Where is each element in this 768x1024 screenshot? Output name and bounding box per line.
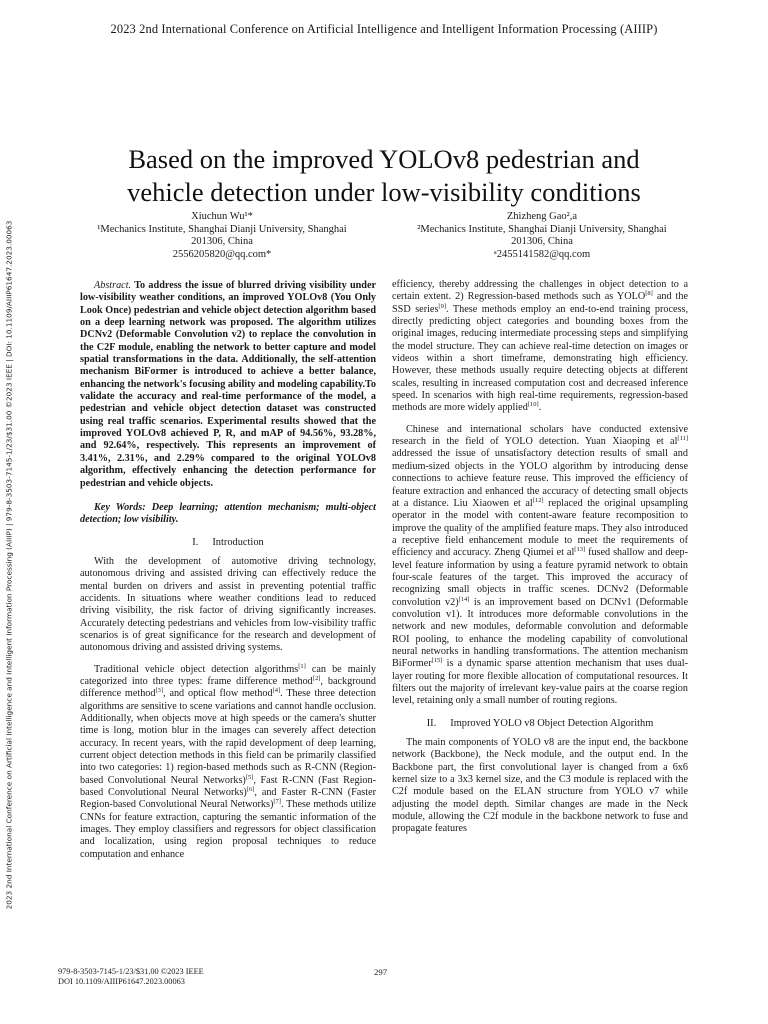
text-run: Chinese and international scholars have conducted extensive research in the field of YOLO detection. Yuan Xiaoping et al xyxy=(392,423,688,448)
citation-ref: [5] xyxy=(245,773,254,781)
text-run: , and Faster R-CNN (Faster Region-based Convolutional Neural Networks) xyxy=(80,787,377,811)
author-block-2 xyxy=(392,211,692,261)
section-number: II. xyxy=(426,717,437,729)
author-block-1 xyxy=(72,211,372,261)
text-run: . These three detection algorithms are sensitive to scene variations and cannot handle occlusion. Additionally, when objects move at high speeds or the camera's shutter time is long, motion blur in the images can severely affect detection accuracy. In recent years, with the rapid development of deep learning, current object detection methods in this field can be primarily classified into two categories: 1) region-based methods such as R-CNN (Region-based Convolutional Neural Networks) xyxy=(80,688,376,786)
text-run: . These methods employ an end-to-end training process, directly predicting object categories and bounding boxes from the original images, reducing intermediate processing steps and simplifying the model structure. They can achieve real-time detection on images or videos within a short timeframe, demonstrating high efficiency. However, these methods usually require detecting objects at different scales, resulting in increased computation cost and decreased inference speed. In scenarios with high real-time requirements, regression-based methods are more widely applied xyxy=(392,303,689,414)
citation-ref: [8] xyxy=(645,290,653,298)
section-title: Improved YOLO v8 Object Detection Algorithm xyxy=(450,717,654,729)
author-postal: 201306, China xyxy=(511,236,573,248)
citation-ref: [4] xyxy=(272,687,281,695)
author-name: Zhizheng Gao²,a xyxy=(506,211,578,222)
footer-isbn: 979-8-3503-7145-1/23/$31.00 ©2023 IEEE xyxy=(58,967,204,976)
author-affiliation: ²Mechanics Institute, Shanghai Dianji University, Shanghai xyxy=(417,223,667,235)
keywords xyxy=(80,502,376,527)
author-name: Xiuchun Wu¹* xyxy=(191,211,253,222)
text-run: efficiency, thereby addressing the challenges in object detection to a certain extent. 2) Regression-based methods such as YOLO xyxy=(392,279,688,303)
text-run: replaced the original upsampling operator in the model with content-aware feature recomposition to improve the quality of the amplified feature maps. They also introduced a receptive field enhancement module to meet the requirements of efficiency and accuracy. Zheng Qiumei et al xyxy=(392,497,688,559)
text-run: . xyxy=(538,402,542,414)
paper-title-line-2: vehicle detection under low-visibility conditions xyxy=(127,177,641,207)
text-run: is an improvement based on DCNv1 (Deformable convolution v1). It introduces more deformable convolutions in the network and new modules, deformable convolution and deformable ROI pooling, to enhance the modeling capability of convolutional neural networks in handling transformations. The attention mechanism BiFormer xyxy=(392,596,689,670)
text-run: and the SSD series xyxy=(392,291,688,315)
right-paragraph-2 xyxy=(392,424,688,708)
text-run: can be mainly categorized into three types: frame difference method xyxy=(80,663,377,687)
side-citation-strip xyxy=(2,150,16,980)
text-run: , background difference method xyxy=(80,675,376,700)
citation-ref: [12] xyxy=(532,496,544,504)
section-title: Introduction xyxy=(212,536,264,548)
section2-paragraph-1: The main components of YOLO v8 are the input end, the backbone network (Backbone), the Neck module, and the output end. In the Backbone part, the first convolutional layer is changed from a 6x6 kernel size to a 3x3 kernel size, and the C3 module is replaced with the C2f module based on the ELAN structure from YOLO v7 while adjusting the model depth. Similar changes are made in the Neck module, allowing the C2f module in the backbone network to fuse and propagate features xyxy=(392,737,688,835)
paper-title xyxy=(40,143,728,209)
intro-paragraph-1: With the development of automotive driving technology, autonomous driving and assisted driving can effectively reduce the mental burden on drivers and assist in preventing potential traffic accidents. In situations where weather conditions lead to reduced driving visibility, the risk factor of driving significantly increases. Accurately detecting pedestrians and vehicles from low-visibility traffic scenarios is of great significance for the research and development of autonomous driving and assisted driving systems. xyxy=(80,555,376,654)
citation-ref: [13] xyxy=(574,546,586,554)
text-run: . These methods utilize CNNs for feature extraction, capturing the semantic information of the images. They employ classifiers and regressors for object classification and localization, using region proposal techniques to reduce computation and enhance xyxy=(80,799,376,860)
citation-ref: [6] xyxy=(246,786,255,794)
citation-ref: [10] xyxy=(527,401,539,409)
section-number: I. xyxy=(192,536,199,548)
keywords-label: Key Words: xyxy=(94,501,146,513)
citation-ref: [15] xyxy=(431,657,443,665)
citation-ref: [3] xyxy=(155,687,164,695)
author-email: 2556205820@qq.com* xyxy=(172,248,272,260)
text-run: addressed the issue of unsatisfactory detection results of small and medium-sized objects in the YOLO algorithm by introducing dense connections to achieve feature reuse. This improved the efficiency of feature extraction and enhanced the accuracy of detecting small objects at a distance. Liu Xiaowen et al xyxy=(392,448,688,509)
footer-doi: DOI 10.1109/AIIIP61647.2023.00063 xyxy=(58,977,185,986)
citation-ref: [1] xyxy=(298,662,306,670)
author-affiliation: ¹Mechanics Institute, Shanghai Dianji University, Shanghai xyxy=(97,223,347,235)
text-run: Traditional vehicle object detection algorithms xyxy=(94,663,299,675)
abstract xyxy=(80,280,376,490)
abstract-text: To address the issue of blurred driving visibility under low-visibility weather conditions, an improved YOLOv8 (You Only Look Once) pedestrian and vehicle object detection algorithm based on a deep learning network was proposed. The algorithm utilizes DCNv2 (Deformable Convolution v2) to replace the convolution in the C2F module, enabling the network to better capture and model spatial transformations in the data. Additionally, the self-attention mechanism BiFormer is introduced to achieve a better balance, enhancing the network's focusing ability and modeling capability.To validate the accuracy and real-time performance of the model, a pedestrian and vehicle object detection dataset was constructed using real traffic scenarios. Experimental results showed that the improved YOLOv8 achieved P, R, and mAP of 94.56%, 93.28%, and 92.64%, respectively. This represents an improvement of 3.41%, 2.31%, and 2.29% compared to the original YOLOv8 algorithm, effectively enhancing the detection performance for pedestrian and vehicle objects. xyxy=(80,280,376,489)
text-run: fused shallow and deep-level feature information by using a feature pyramid network to obtain four-scale features of the target. This improved the accuracy of recognizing small objects in traffic scenes. DCNv2 (Deformable convolution v2) xyxy=(392,547,688,608)
citation-ref: [9] xyxy=(438,302,447,310)
page-number: 297 xyxy=(374,967,388,977)
text-run: is a dynamic sparse attention mechanism that uses dual-layer routing for more flexible allocation of computational resources. It filters out the majority of irrelevant key-value pairs at the coarse region level, retaining only a small number of routing regions. xyxy=(392,658,688,707)
text-run: , and optical flow method xyxy=(163,688,273,700)
citation-ref: [14] xyxy=(458,595,470,603)
right-paragraph-1 xyxy=(392,279,688,415)
right-column xyxy=(392,279,688,845)
author-postal: 201306, China xyxy=(191,236,253,248)
footer-identifiers xyxy=(58,967,204,987)
side-citation-text: 2023 2nd International Conference on Artificial Intelligence and Intelligent Information Processing (AIIIP) | 979-8-3503-7145-1/23/$31.00 ©2023 IEEE | DOI: 10.1109/AIIIP61647.2023.00063 xyxy=(4,220,14,910)
citation-ref: [2] xyxy=(312,674,321,682)
text-run: , Fast R-CNN (Fast Region-based Convolutional Neural Networks) xyxy=(80,774,376,799)
abstract-label: Abstract. xyxy=(94,280,132,291)
paper-title-line-1: Based on the improved YOLOv8 pedestrian and xyxy=(128,144,640,174)
intro-paragraph-2 xyxy=(80,664,376,862)
left-column xyxy=(80,280,376,870)
keywords-text: Deep learning; attention mechanism; multi-object detection; low visibility. xyxy=(80,501,376,526)
section-heading-introduction xyxy=(80,537,376,549)
author-email: ᵃ2455141582@qq.com xyxy=(493,248,591,260)
conference-header: 2023 2nd International Conference on Artificial Intelligence and Intelligent Information Processing (AIIIP) xyxy=(110,22,658,36)
citation-ref: [11] xyxy=(677,435,688,443)
section-heading-improved-yolo xyxy=(392,718,688,730)
citation-ref: [7] xyxy=(273,798,281,806)
